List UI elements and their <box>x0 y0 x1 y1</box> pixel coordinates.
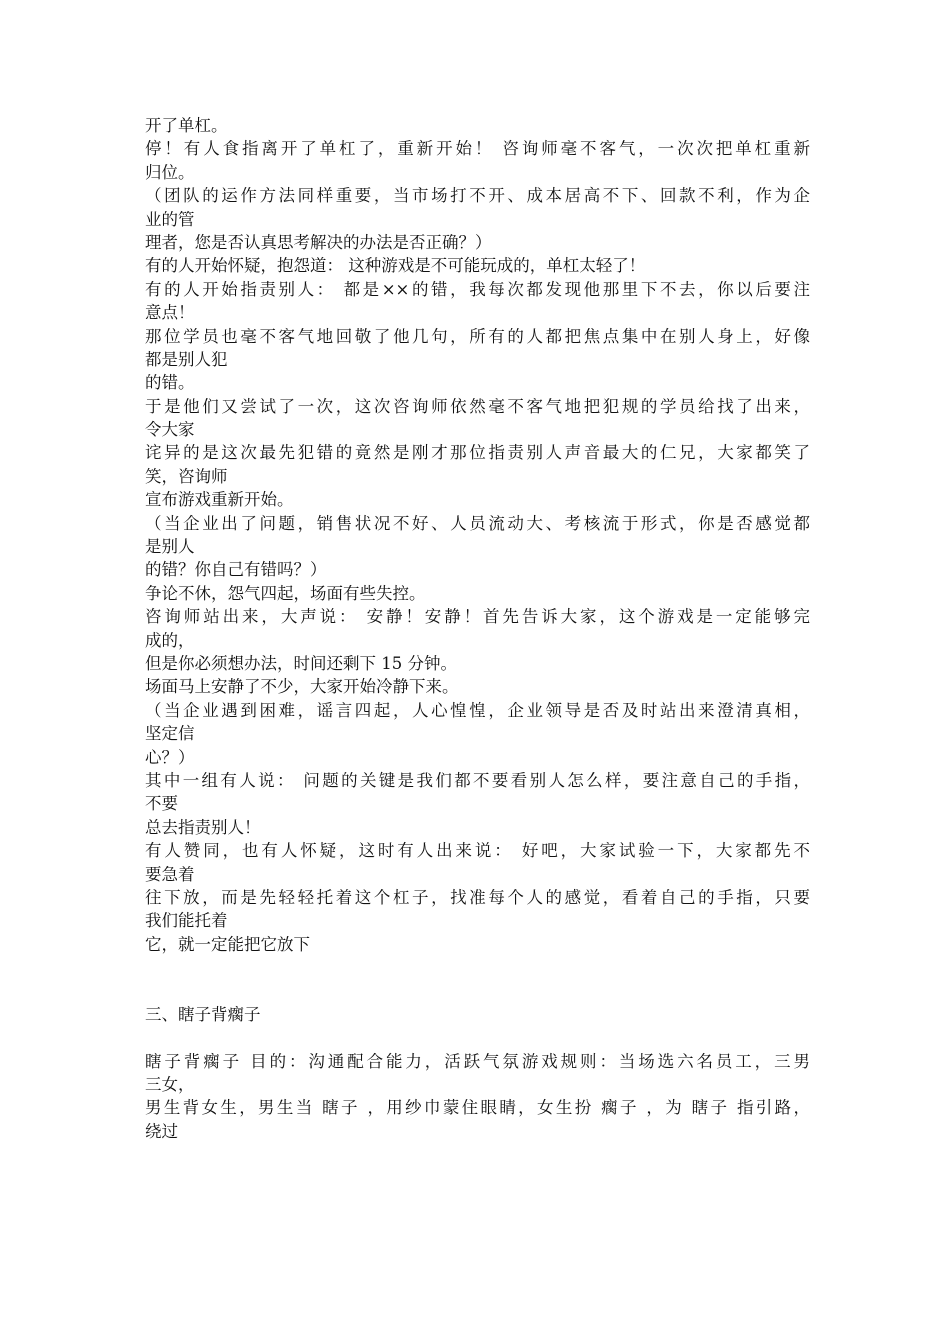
text-line: 理者，您是否认真思考解决的办法是否正确？） <box>145 232 492 252</box>
text-line: 场面马上安静了不少，大家开始冷静下来。 <box>145 677 459 697</box>
text-line: 要急着 <box>145 864 195 884</box>
text-line: 那位学员也毫不客气地回敬了他几句，所有的人都把焦点集中在别人身上，好像 <box>145 326 810 346</box>
text-line: 有人赞同，也有人怀疑，这时有人出来说： 好吧，大家试验一下，大家都先不 <box>145 841 810 861</box>
text-line: 都是别人犯 <box>145 349 228 369</box>
text-line: （团队的运作方法同样重要，当市场打不开、成本居高不下、回款不利，作为企 <box>145 186 810 206</box>
text-line: 它，就一定能把它放下 <box>145 934 310 954</box>
text-line: 业的管 <box>145 209 195 229</box>
text-line: 其中一组有人说： 问题的关键是我们都不要看别人怎么样，要注意自己的手指， <box>145 770 810 790</box>
text-line: 我们能托着 <box>145 911 228 931</box>
text-line: 总去指责别人！ <box>145 817 261 837</box>
text-line: 意点！ <box>145 303 195 323</box>
text-line: 咨询师站出来，大声说： 安静！安静！首先告诉大家，这个游戏是一定能够完 <box>145 607 810 627</box>
text-line: 三女， <box>145 1075 195 1095</box>
document-body <box>145 114 810 1143</box>
text-line: 令大家 <box>145 420 195 440</box>
text-line: 的错？你自己有错吗？） <box>145 560 327 580</box>
text-line: 不要 <box>145 794 178 814</box>
text-line: 绕过 <box>145 1121 178 1141</box>
text-line: 但是你必须想办法，时间还剩下 15 分钟。 <box>145 653 457 673</box>
text-line: 停！有人食指离开了单杠了，重新开始！ 咨询师毫不客气，一次次把单杠重新 <box>145 139 810 159</box>
text-line: 的错。 <box>145 373 195 393</box>
text-line: 于是他们又尝试了一次，这次咨询师依然毫不客气地把犯规的学员给找了出来， <box>145 396 810 416</box>
text-line: 男生背女生，男生当 瞎子 ，用纱巾蒙住眼睛，女生扮 瘸子 ，为 瞎子 指引路， <box>145 1098 810 1118</box>
text-line: 瞎子背瘸子 目的：沟通配合能力，活跃气氛游戏规则：当场选六名员工，三男 <box>145 1051 810 1071</box>
text-line: 笑，咨询师 <box>145 466 228 486</box>
text-line: 心？） <box>145 747 195 767</box>
text-line: 归位。 <box>145 162 195 182</box>
text-line: （当企业遇到困难，谣言四起，人心惶惶，企业领导是否及时站出来澄清真相， <box>145 700 810 720</box>
text-line: 是别人 <box>145 537 195 557</box>
blank-line <box>145 956 810 979</box>
text-line: 有的人开始指责别人： 都是××的错，我每次都发现他那里下不去，你以后要注 <box>145 279 810 299</box>
text-line: 往下放，而是先轻轻托着这个杠子，找准每个人的感觉，看着自己的手指，只要 <box>145 887 810 907</box>
text-line: 坚定信 <box>145 724 195 744</box>
text-line: 三、瞎子背瘸子 <box>145 1004 261 1024</box>
text-line: 成的， <box>145 630 195 650</box>
text-line: 争论不休，怨气四起，场面有些失控。 <box>145 583 426 603</box>
blank-line <box>145 1026 810 1049</box>
text-line: 有的人开始怀疑，抱怨道： 这种游戏是不可能玩成的，单杠太轻了！ <box>145 256 646 276</box>
text-line: 诧异的是这次最先犯错的竟然是刚才那位指责别人声音最大的仁兄，大家都笑了 <box>145 443 810 463</box>
text-line: （当企业出了问题，销售状况不好、人员流动大、考核流于形式，你是否感觉都 <box>145 513 810 533</box>
text-line: 开了单杠。 <box>145 116 228 135</box>
blank-line <box>145 979 810 1002</box>
text-line: 宣布游戏重新开始。 <box>145 490 294 510</box>
